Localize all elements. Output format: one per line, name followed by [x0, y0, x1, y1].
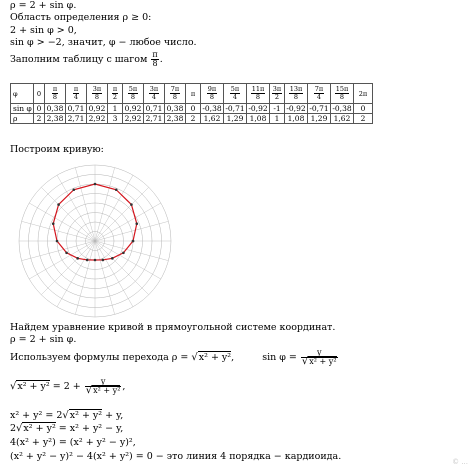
phi-num: π	[52, 84, 58, 93]
phi-num: 11π	[251, 84, 265, 93]
rho-cell: 2,92	[87, 114, 108, 124]
step-4: 4(x² + y²) = (x² + y² − y)²,	[10, 437, 136, 448]
sin-cell: -0,38	[202, 104, 222, 113]
phi-den: 8	[339, 93, 345, 101]
sin-cell: -0,71	[309, 104, 329, 113]
curve-point	[65, 251, 68, 254]
phi-cell	[331, 84, 354, 104]
rho-cell: 2	[354, 114, 373, 124]
phi-fraction	[149, 86, 159, 102]
s3-end: = x² + y² − y,	[58, 423, 124, 434]
watermark: © ...	[452, 458, 468, 466]
row-label: ρ	[11, 114, 34, 124]
step-end: .	[159, 54, 163, 65]
sin-num: y	[301, 349, 338, 358]
s1-radicand: x² + y²	[17, 381, 50, 392]
phi-cell: 2π	[354, 84, 373, 104]
curve-point	[52, 222, 55, 225]
phi-den: 4	[73, 93, 79, 101]
rho-cell: 1,08	[285, 114, 308, 124]
phi-num: 3π	[272, 84, 282, 93]
rho-cell: 1	[270, 114, 285, 124]
phi-fraction	[272, 86, 282, 102]
grid-spoke	[22, 241, 95, 261]
phi-den: 4	[232, 93, 238, 101]
phi-row	[11, 84, 373, 104]
sin-cell: 0	[354, 104, 373, 114]
phi-cell	[247, 84, 270, 104]
grid-spoke	[41, 241, 95, 295]
phi-fraction	[251, 86, 266, 102]
rho-cell: 1,29	[224, 114, 247, 124]
grid-spoke	[95, 221, 168, 241]
transition-formulas	[10, 349, 339, 366]
curve-point	[72, 188, 75, 191]
sin-cell: 0	[186, 104, 201, 114]
phi-fraction	[128, 86, 138, 102]
sin-cell: 0,38	[45, 104, 66, 114]
phi-fraction	[112, 86, 118, 102]
s1-den-radicand: x² + y²	[93, 386, 121, 395]
rho-radicand: x² + y²	[198, 352, 232, 363]
curve-point	[56, 240, 59, 243]
rho-cell: 1,62	[331, 114, 354, 124]
domain-heading: Область определения ρ ≥ 0:	[10, 12, 152, 23]
rho-cell: 2,38	[165, 114, 186, 124]
grid-spoke	[75, 168, 95, 241]
plot-caption: Построим кривую:	[10, 144, 104, 155]
rho-cell: 1,29	[308, 114, 331, 124]
grid-spoke	[75, 241, 95, 314]
step-3	[10, 423, 123, 435]
curve-point	[111, 257, 114, 260]
rho-cell: 2,92	[123, 114, 144, 124]
sin-cell: -0,38	[332, 104, 352, 113]
phi-cell	[123, 84, 144, 104]
grid-spoke	[95, 168, 115, 241]
phi-fraction	[289, 86, 304, 102]
step-fraction	[151, 51, 158, 68]
s2-radicand: x² + y²	[69, 410, 103, 421]
find-equation-line: Найдем уравнение кривой в прямоугольной системе координат.	[10, 322, 336, 333]
phi-den: 8	[293, 93, 299, 101]
curve-point	[86, 259, 89, 262]
rho-cell: 2,71	[66, 114, 87, 124]
grid-spoke	[95, 241, 133, 307]
phi-fraction	[230, 86, 240, 102]
s1-end: ,	[122, 381, 126, 392]
rho-cell: 2	[34, 114, 45, 124]
phi-num: 13π	[289, 84, 303, 93]
curve-point	[94, 183, 97, 186]
sin-cell: -0,92	[248, 104, 268, 113]
polar-chart	[10, 157, 186, 325]
curve-point	[135, 222, 138, 225]
sin-cell: 0,38	[165, 104, 186, 114]
phi-cell	[308, 84, 331, 104]
sin-cell: 0,92	[123, 104, 144, 114]
sqrt-sign: √	[191, 352, 198, 363]
row-label: φ	[11, 84, 34, 104]
sin-cell: 1	[108, 104, 123, 114]
row-label: sin φ	[11, 104, 34, 114]
grid-spoke	[95, 241, 115, 314]
sin-cell: 0	[34, 104, 45, 114]
phi-cell: 0	[34, 84, 45, 104]
phi-num: π	[73, 84, 79, 93]
equation-line: ρ = 2 + sin φ.	[10, 0, 77, 11]
phi-fraction	[73, 86, 79, 102]
phi-den: 2	[112, 93, 118, 101]
phi-num: 5π	[128, 84, 138, 93]
phi-den: 8	[130, 93, 136, 101]
sin-cell: -1	[270, 104, 285, 114]
grid-spoke	[29, 203, 95, 241]
step-1	[10, 378, 125, 395]
sin-cell: 0,92	[87, 104, 108, 114]
sqrt-sign: √	[10, 381, 17, 392]
rho-cell: 1,08	[247, 114, 270, 124]
grid-spoke	[95, 241, 149, 295]
phi-num: 7π	[170, 84, 180, 93]
phi-den: 4	[316, 93, 322, 101]
s3-text: 2	[10, 423, 17, 434]
rho-cell: 2,38	[45, 114, 66, 124]
phi-num: 15π	[335, 84, 349, 93]
sin-cell: -0,71	[225, 104, 245, 113]
phi-den: 8	[172, 93, 178, 101]
sqrt-sign: √	[62, 410, 69, 421]
sin-cell: 0,71	[144, 104, 165, 114]
phi-den: 8	[94, 93, 100, 101]
s1-num: y	[85, 378, 122, 387]
comma: ,	[231, 352, 235, 363]
sin-lhs: sin φ =	[262, 352, 297, 363]
grid-spoke	[57, 241, 95, 307]
phi-cell	[66, 84, 87, 104]
sqrt-sign: √	[16, 423, 23, 434]
s1-den	[85, 387, 122, 395]
curve-point	[57, 203, 60, 206]
inequality-line: 2 + sin φ > 0,	[10, 25, 77, 36]
phi-fraction	[170, 86, 180, 102]
sin-fraction	[301, 349, 338, 366]
values-table	[10, 83, 373, 124]
equation-repeat: ρ = 2 + sin φ.	[10, 334, 77, 345]
table-intro-text: Заполним таблицу с шагом	[10, 54, 148, 65]
curve-point	[132, 240, 135, 243]
sin-cell: -0,92	[286, 104, 306, 113]
rho-cell: 3	[108, 114, 123, 124]
sin-den-radicand: x² + y²	[309, 357, 337, 366]
phi-fraction	[335, 86, 350, 102]
phi-num: 9π	[207, 84, 217, 93]
phi-num: 3π	[149, 84, 159, 93]
s2-end: + y,	[105, 410, 124, 421]
rho-cell: 2	[186, 114, 201, 124]
phi-num: 5π	[230, 84, 240, 93]
sin-row	[11, 104, 373, 114]
formulas-text: Используем формулы перехода	[10, 352, 169, 363]
phi-cell	[270, 84, 285, 104]
rho-row	[11, 114, 373, 124]
phi-fraction	[207, 86, 217, 102]
sin-cell: 0,71	[66, 104, 87, 114]
curve-point	[102, 259, 105, 262]
curve-point	[76, 257, 79, 260]
phi-fraction	[52, 86, 58, 102]
phi-den: 4	[151, 93, 157, 101]
phi-den: 2	[274, 93, 280, 101]
step-2	[10, 410, 123, 422]
phi-cell: π	[186, 84, 201, 104]
grid-spoke	[95, 241, 168, 261]
sqrt-sign: √	[301, 356, 309, 367]
curve-point	[115, 188, 118, 191]
phi-num: π	[112, 84, 118, 93]
rho-cell: 1,62	[201, 114, 224, 124]
phi-cell	[144, 84, 165, 104]
s3-radicand: x² + y²	[23, 423, 56, 434]
sqrt-sign: √	[85, 385, 93, 396]
phi-den: 8	[255, 93, 261, 101]
curve-point	[130, 203, 133, 206]
conclusion-line: sin φ > −2, значит, φ − любое число.	[10, 37, 197, 48]
phi-cell	[108, 84, 123, 104]
step-5: (x² + y² − y)² − 4(x² + y²) = 0 − это линия 4 порядка − кардиоида.	[10, 451, 342, 462]
phi-cell	[224, 84, 247, 104]
phi-cell	[165, 84, 186, 104]
phi-fraction	[92, 86, 102, 102]
s1-mid: = 2 +	[52, 381, 81, 392]
phi-cell	[87, 84, 108, 104]
s2-text: x² + y² = 2	[10, 410, 63, 421]
table-intro	[10, 51, 163, 68]
phi-fraction	[314, 86, 324, 102]
phi-num: 7π	[314, 84, 324, 93]
phi-cell	[201, 84, 224, 104]
curve-point	[122, 251, 125, 254]
grid-spoke	[95, 203, 161, 241]
phi-cell	[45, 84, 66, 104]
phi-num: 3π	[92, 84, 102, 93]
rho-lhs: ρ =	[171, 352, 189, 363]
step-num: π	[152, 50, 158, 59]
phi-den: 8	[52, 93, 58, 101]
phi-cell	[285, 84, 308, 104]
phi-den: 8	[209, 93, 215, 101]
s1-fraction	[85, 378, 122, 395]
curve-point	[94, 259, 97, 262]
sin-den	[301, 358, 338, 366]
rho-cell: 2,71	[144, 114, 165, 124]
step-den: 8	[152, 59, 158, 68]
grid-spoke	[22, 221, 95, 241]
